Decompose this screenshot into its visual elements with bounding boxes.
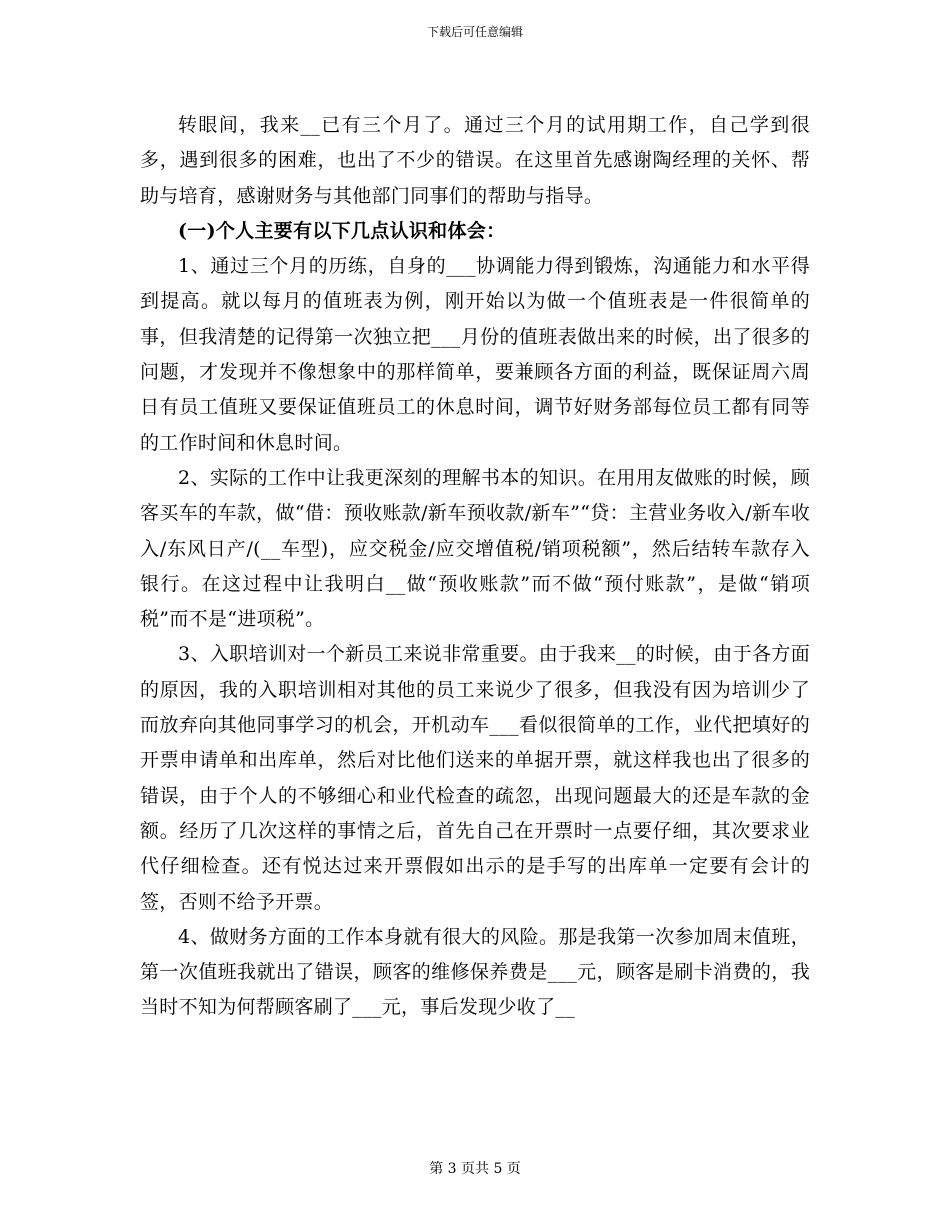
section-heading: (一)个人主要有以下几点认识和体会： [178,219,506,242]
intro-paragraph: 转眼间，我来__已有三个月了。通过三个月的试用期工作，自己学到很多，遇到很多的困难，也出了不少的错误。在这里首先感谢陶经理的关怀、帮助与培育，感谢财务与其他部门同事们的帮助与指导。 [140,114,810,207]
point-4-paragraph: 4、做财务方面的工作本身就有很大的风险。那是我第一次参加周末值班，第一次值班我就出了错误，顾客的维修保养费是___元，顾客是刷卡消费的，我当时不知为何帮顾客刷了___元，事后发现少收了__ [140,925,810,1019]
point-1-paragraph: 1、通过三个月的历练，自身的___协调能力得到锻炼，沟通能力和水平得到提高。就以每月的值班表为例，刚开始以为做一个值班表是一件很简单的事，但我清楚的记得第一次独立把___月份的值班表做出来的时候，出了很多的问题，才发现并不像想象中的那样简单，要兼顾各方面的利益，既保证周六周日有员工值班又要保证值班员工的休息时间，调节好财务部每位员工都有同等的工作时间和休息时间。 [140,255,810,454]
document-body [140,108,810,1026]
point-3-paragraph: 3、入职培训对一个新员工来说非常重要。由于我来__的时候，由于各方面的原因，我的入职培训相对其他的员工来说少了很多，但我没有因为培训少了而放弃向其他同事学习的机会，开机动车___看似很简单的工作，业代把填好的开票申请单和出库单，然后对比他们送来的单据开票，就这样我也出了很多的错误，由于个人的不够细心和业代检查的疏忽，出现问题最大的还是车款的金额。经历了几次这样的事情之后，首先自己在开票时一点要仔细，其次要求业代仔细检查。还有悦达过来开票假如出示的是手写的出库单一定要有会计的签，否则不给予开票。 [140,643,810,913]
page-header-note: 下载后可任意编辑 [426,25,523,39]
point-2-paragraph: 2、实际的工作中让我更深刻的理解书本的知识。在用用友做账的时候，顾客买车的车款，做“借：预收账款/新车预收款/新车”“贷：主营业务收入/新车收入/东风日产/(__车型)，应交税金/应交增值税/销项税额”，然后结转车款存入银行。在这过程中让我明白__做“预收账款”而不做“预付账款”，是做“销项税”而不是“进项税”。 [140,466,810,631]
page-number: 第 3 页共 5 页 [429,1161,521,1177]
